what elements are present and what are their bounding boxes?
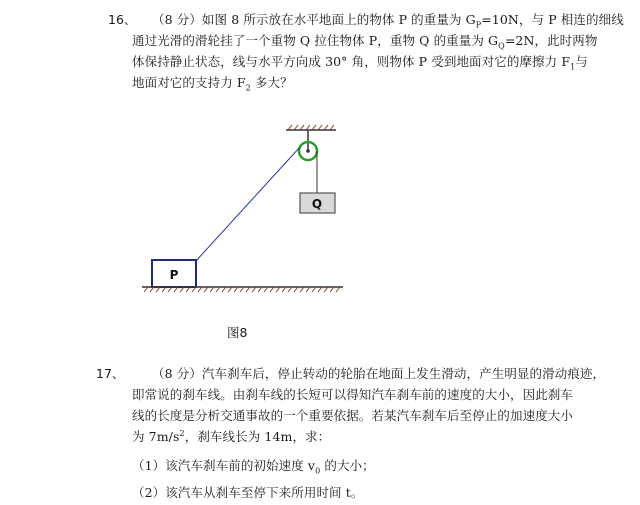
question-17-line-1: （8 分）汽车刹车后，停止转动的轮胎在地面上发生滑动，产生明显的滑动痕迹， bbox=[152, 366, 606, 381]
rope-to-p bbox=[195, 147, 300, 262]
figure-caption: 图8 bbox=[227, 325, 248, 340]
ceiling bbox=[286, 125, 336, 130]
block-p-label: P bbox=[169, 268, 179, 282]
question-17-number: 17、 bbox=[96, 366, 125, 381]
question-16-line-2: 通过光滑的滑轮挂了一个重物 Q 拉住物体 P，重物 Q 的重量为 $G_Q=2N$，此时两物 bbox=[132, 33, 598, 51]
question-17-subquestion-1: （1）该汽车刹车前的初始速度 $v_0$ 的大小； bbox=[132, 458, 375, 476]
question-17-subquestion-2: （2）该汽车从刹车至停下来所用时间 t。 bbox=[132, 485, 364, 500]
question-17-line-2: 即常说的刹车线。由刹车线的长短可以得知汽车刹车前的速度的大小，因此刹车 bbox=[132, 387, 574, 402]
block-q-label: Q bbox=[311, 197, 323, 211]
question-16-number: 16、 bbox=[108, 12, 137, 27]
question-16-line-4: 地面对它的支持力 $F_2$ 多大？ bbox=[132, 75, 293, 93]
ground bbox=[142, 287, 343, 292]
question-17-line-4: 为 $7m/s^2$，刹车线长为 14m，求： bbox=[132, 428, 331, 444]
question-16-line-1: （8 分）如图 8 所示放在水平地面上的物体 P 的重量为 $G_P=10N$，与 P 相连的细线 bbox=[152, 12, 624, 30]
question-17-line-3: 线的长度是分析交通事故的一个重要依据。若某汽车刹车后至停止的加速度大小 bbox=[132, 408, 574, 423]
pulley-axle bbox=[306, 149, 310, 153]
question-16-line-3: 体保持静止状态，线与水平方向成 30° 角，则物体 P 受到地面对它的摩擦力 $F_1$与 bbox=[132, 54, 588, 72]
